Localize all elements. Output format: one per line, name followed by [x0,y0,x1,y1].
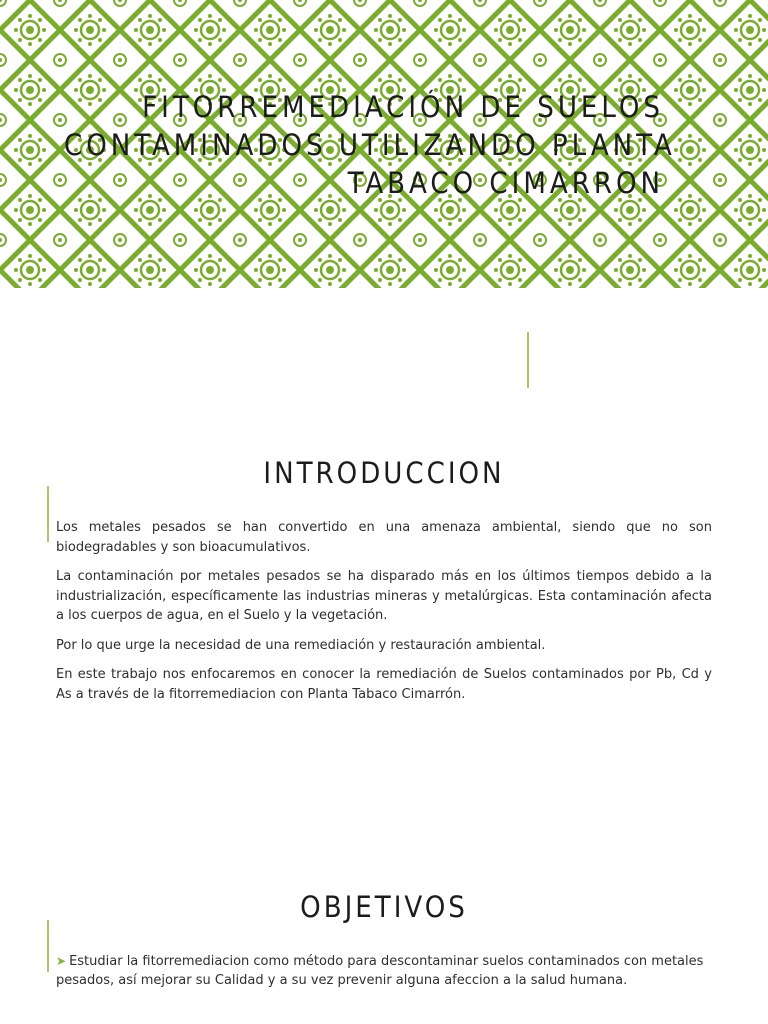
accent-bar [527,332,529,388]
arrow-bullet-icon: ➤ [56,954,67,968]
objective-text: Estudiar la fitorremediacion como método para descontaminar suelos contaminados con metales pesados, así mejorar su Calidad y a su vez prevenir alguna afeccion a la salud humana. [56,954,704,988]
title-line-2: CONTAMINADOS UTILIZANDO PLANTA [64,128,676,162]
objective-item [56,952,716,990]
title-line-1: FITORREMEDIACIÓN DE SUELOS [142,90,664,124]
intro-paragraph: En este trabajo nos enfocaremos en conocer la remediación de Suelos contaminados por Pb, Cd y As a través de la fitorremediacion con Planta Tabaco Cimarrón. [56,667,712,702]
intro-heading: INTRODUCCION [263,456,505,490]
accent-bar [47,486,49,542]
intro-body [56,518,712,714]
title-banner [0,0,768,288]
intro-paragraph: Los metales pesados se han convertido en una amenaza ambiental, siendo que no son biodegradables y son bioacumulativos. [56,520,712,555]
slide-title [64,88,676,202]
intro-paragraph: La contaminación por metales pesados se ha disparado más en los últimos tiempos debido a la industrialización, específicamente las industrias mineras y metalúrgicas. Esta contaminación afecta a los cuerpos de agua, en el Suelo y la vegetación. [56,569,712,623]
objectives-heading: OBJETIVOS [300,890,468,924]
intro-paragraph: Por lo que urge la necesidad de una remediación y restauración ambiental. [56,637,546,653]
accent-bar [47,920,49,972]
title-line-3: TABACO CIMARRON [347,166,664,200]
